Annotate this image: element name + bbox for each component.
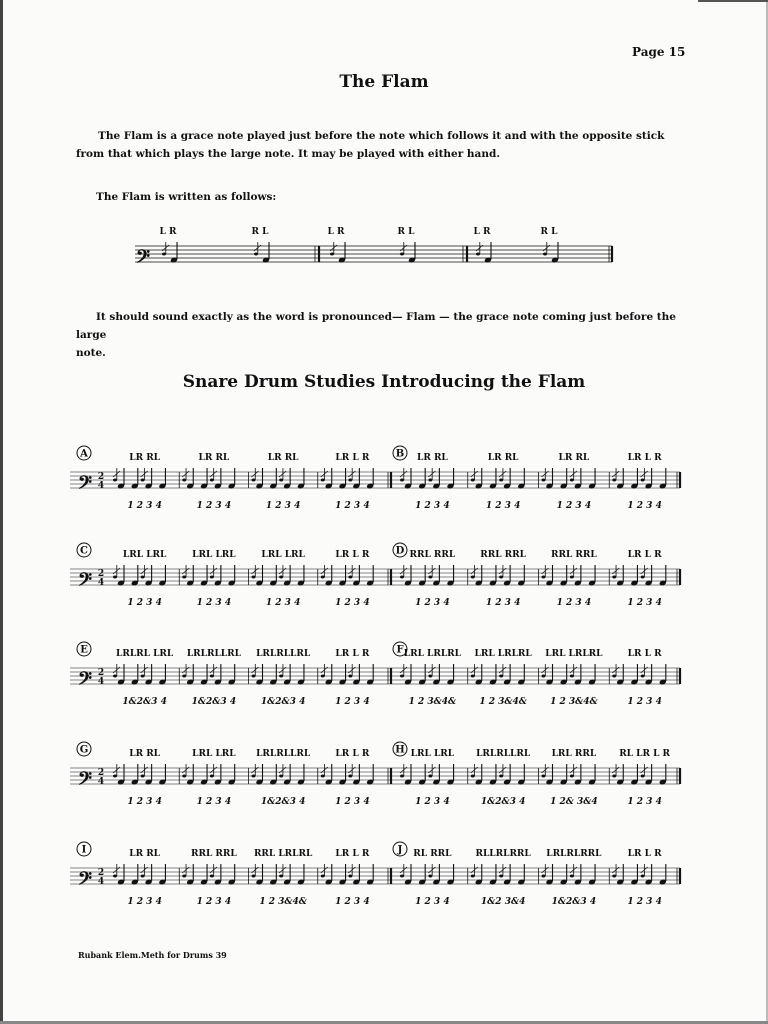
study-letter: A [80, 448, 88, 460]
study-grace-note [141, 775, 145, 778]
study-sticking: RL LR L R [619, 749, 671, 759]
study-counts: 1 2 3 4 [627, 797, 662, 807]
study-counts: 1 2 3 4 [127, 501, 162, 511]
study-grace-note [182, 576, 186, 579]
study-sticking: LR L R [627, 849, 662, 859]
sound-description-line-2: note. [76, 347, 106, 359]
study-counts: 1 2 3 4 [196, 501, 232, 511]
study-counts: 1&2&3 4 [191, 697, 237, 707]
footer-credit: Rubank Elem.Meth for Drums 39 [78, 950, 227, 960]
page-title: The Flam [339, 72, 429, 92]
study-counts: 1 2 3 4 [627, 897, 662, 907]
study-counts: 1&2&3 4 [480, 797, 526, 807]
time-signature-bottom: 4 [97, 481, 105, 491]
study-counts: 1 2 3 4 [335, 797, 370, 807]
study-sticking: RL RRL [413, 849, 452, 859]
study-counts: 1 2 3 4 [335, 897, 370, 907]
time-signature-bottom: 4 [97, 578, 105, 588]
study-sticking: LR L R [335, 749, 370, 759]
time-signature-top: 2 [97, 668, 105, 678]
study-sticking: LR L R [335, 849, 370, 859]
study-grace-note [252, 775, 256, 778]
study-counts: 1 2 3&4& [479, 697, 527, 707]
study-counts: 1 2 3 4 [415, 501, 450, 511]
study-counts: 1 2 3 4 [265, 598, 301, 608]
study-letter: H [395, 744, 405, 756]
study-sticking: LRLRL LRL [116, 649, 174, 659]
study-sticking: LR RL [417, 453, 448, 463]
time-signature-top: 2 [97, 472, 105, 482]
time-signature-bottom: 4 [97, 677, 105, 687]
study-grace-note [252, 576, 256, 579]
study-grace-note [141, 576, 145, 579]
study-counts: 1 2 3 4 [556, 598, 592, 608]
bass-clef-icon: 𝄢 [135, 246, 151, 272]
written-caption: The Flam is written as follows: [96, 191, 277, 203]
study-counts: 1 2 3 4 [335, 501, 370, 511]
study-counts: 1 2 3&4& [550, 697, 598, 707]
study-sticking: LR RL [129, 849, 160, 859]
study-counts: 1 2 3 4 [627, 598, 662, 608]
study-sticking: RRL RRL [551, 550, 597, 560]
study-counts: 1 2 3 4 [415, 797, 450, 807]
flam-definition-line-2: from that which plays the large note. It may be played with either hand. [76, 148, 500, 160]
example-sticking: L R [327, 227, 345, 237]
study-counts: 1 2& 3&4 [550, 797, 598, 807]
page-number: Page 15 [632, 45, 686, 59]
study-sticking: LR RL [129, 749, 160, 759]
study-letter: F [396, 644, 404, 656]
study-grace-note [210, 875, 214, 878]
bass-clef-icon: 𝄢 [77, 768, 93, 794]
study-grace-note [182, 675, 186, 678]
study-sticking: LR RL [129, 453, 160, 463]
study-sticking: LR L R [335, 453, 370, 463]
study-sticking: LRL LRL [192, 550, 236, 560]
study-grace-note [141, 479, 145, 482]
bass-clef-icon: 𝄢 [77, 868, 93, 894]
flam-definition-line-1: The Flam is a grace note played just before the note which follows it and with the opposite stick [98, 130, 665, 142]
study-counts: 1 2 3 4 [127, 897, 162, 907]
study-grace-note [141, 675, 145, 678]
study-grace-note [182, 775, 186, 778]
study-sticking: LRL LRLRL [403, 649, 461, 659]
study-grace-note [252, 479, 256, 482]
bass-clef-icon: 𝄢 [77, 472, 93, 498]
study-sticking: LRLRLLRL [256, 649, 311, 659]
study-sticking: LRLRLLRL [186, 649, 241, 659]
study-counts: 1 2 3&4& [259, 897, 307, 907]
study-sticking: LRL LRLRL [545, 649, 603, 659]
study-counts: 1 2 3 4 [196, 598, 232, 608]
study-counts: 1&2 3&4 [480, 897, 526, 907]
study-letter: G [79, 744, 89, 756]
study-grace-note [210, 576, 214, 579]
study-letter: D [395, 545, 405, 557]
bass-clef-icon: 𝄢 [77, 668, 93, 694]
study-sticking: LR L R [335, 550, 370, 560]
study-sticking: LRL LRL [261, 550, 305, 560]
study-counts: 1&2&3 4 [551, 897, 597, 907]
study-sticking: LR L R [627, 550, 662, 560]
bass-clef-icon: 𝄢 [77, 569, 93, 595]
study-sticking: LR RL [558, 453, 590, 463]
study-sticking: LR RL [198, 453, 230, 463]
study-counts: 1 2 3 4 [335, 697, 370, 707]
example-sticking: R L [397, 227, 415, 237]
study-counts: 1&2&3 4 [260, 697, 306, 707]
study-counts: 1 2 3 4 [127, 797, 162, 807]
time-signature-top: 2 [97, 768, 105, 778]
study-counts: 1 2 3 4 [485, 501, 521, 511]
studies-title: Snare Drum Studies Introducing the Flam [182, 372, 586, 392]
study-letter: E [80, 644, 88, 656]
study-sticking: LR L R [335, 649, 370, 659]
example-sticking: L R [159, 227, 177, 237]
study-sticking: LRL LRL [192, 749, 236, 759]
study-grace-note [210, 479, 214, 482]
study-counts: 1 2 3 4 [415, 598, 450, 608]
study-sticking: LRL RRL [551, 749, 597, 759]
study-grace-note [252, 675, 256, 678]
study-sticking: LRLRLLRL [256, 749, 311, 759]
study-grace-note [252, 875, 256, 878]
time-signature-top: 2 [97, 868, 105, 878]
study-counts: 1 2 3 4 [627, 501, 662, 511]
study-counts: 1&2&3 4 [260, 797, 306, 807]
study-counts: 1 2 3 4 [485, 598, 521, 608]
study-letter: I [81, 844, 87, 856]
example-sticking: R L [540, 227, 558, 237]
study-letter: B [395, 448, 405, 460]
study-counts: 1 2 3 4 [196, 897, 232, 907]
time-signature-top: 2 [97, 569, 105, 579]
study-sticking: RRL RRL [409, 550, 456, 560]
study-sticking: RRL LRLRL [253, 849, 313, 859]
study-grace-note [210, 675, 214, 678]
study-sticking: RRL RRL [480, 550, 526, 560]
study-counts: 1 2 3 4 [415, 897, 450, 907]
study-sticking: LR RL [267, 453, 299, 463]
study-sticking: RRL RRL [191, 849, 237, 859]
study-counts: 1 2 3&4& [408, 697, 457, 707]
study-sticking: LRL LRLRL [474, 649, 532, 659]
study-grace-note [141, 875, 145, 878]
example-sticking: R L [251, 227, 269, 237]
study-counts: 1 2 3 4 [196, 797, 232, 807]
study-counts: 1 2 3 4 [627, 697, 662, 707]
study-letter: J [397, 844, 403, 856]
study-sticking: LRLRLRRL [546, 849, 602, 859]
time-signature-bottom: 4 [97, 877, 105, 887]
study-counts: 1&2&3 4 [122, 697, 167, 707]
study-counts: 1 2 3 4 [265, 501, 301, 511]
study-sticking: LR L R [627, 649, 662, 659]
study-grace-note [210, 775, 214, 778]
study-sticking: RLLRLRRL [475, 849, 531, 859]
study-sticking: LR RL [487, 453, 519, 463]
study-grace-note [182, 875, 186, 878]
study-sticking: LRL LRL [122, 550, 167, 560]
time-signature-bottom: 4 [97, 777, 105, 787]
study-counts: 1 2 3 4 [335, 598, 370, 608]
study-grace-note [182, 479, 186, 482]
study-sticking: LRLRLLRL [476, 749, 531, 759]
sound-description-line-1: It should sound exactly as the word is pronounced— Flam — the grace note coming just before the large [76, 311, 676, 341]
flam-grace-note [162, 253, 166, 256]
study-sticking: LR L R [627, 453, 662, 463]
example-sticking: L R [473, 227, 491, 237]
study-counts: 1 2 3 4 [556, 501, 592, 511]
study-sticking: LRL LRL [410, 749, 455, 759]
study-counts: 1 2 3 4 [127, 598, 162, 608]
study-letter: C [80, 545, 88, 557]
